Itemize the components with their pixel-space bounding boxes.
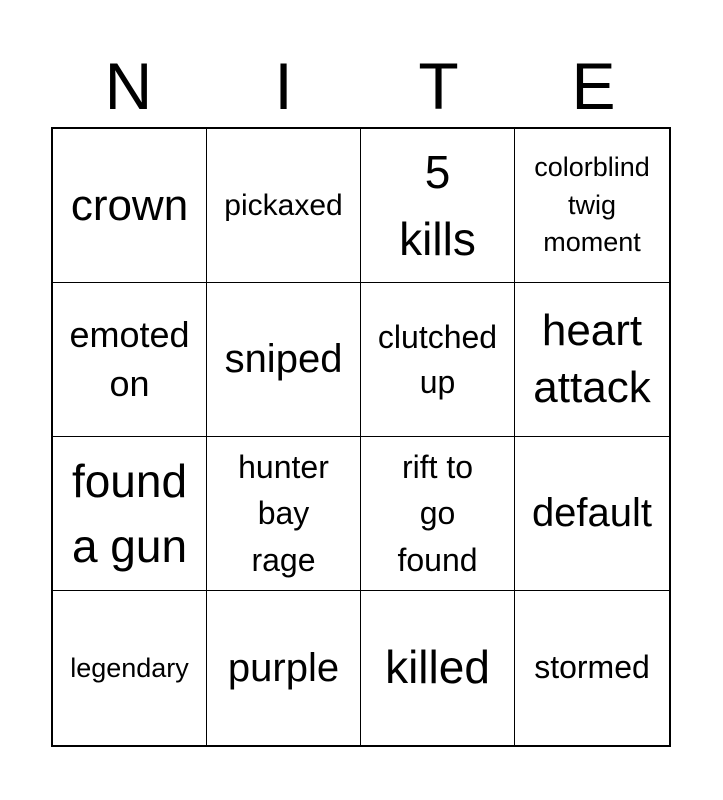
bingo-cell[interactable]: [53, 591, 207, 745]
bingo-cell[interactable]: [361, 283, 515, 437]
header-letter-n: N: [104, 49, 153, 123]
bingo-cell[interactable]: [361, 129, 515, 283]
bingo-cell[interactable]: [361, 591, 515, 745]
bingo-cell[interactable]: [207, 437, 361, 591]
bingo-cell[interactable]: [207, 283, 361, 437]
cell-text: stormed: [534, 649, 650, 686]
cell-text: killed: [385, 641, 490, 694]
cell-text: pickaxed: [224, 188, 343, 222]
bingo-cell[interactable]: [207, 129, 361, 283]
header-letter-t: T: [418, 49, 459, 123]
bingo-cell[interactable]: [515, 283, 669, 437]
bingo-cell[interactable]: [515, 437, 669, 591]
bingo-board: [51, 127, 671, 747]
cell-text: rift to go found: [397, 448, 478, 578]
cell-text: hunter bay rage: [238, 448, 329, 578]
cell-text: default: [531, 491, 653, 536]
bingo-cell[interactable]: [207, 591, 361, 745]
cell-text: sniped: [224, 337, 343, 382]
bingo-cell[interactable]: [53, 129, 207, 283]
bingo-cell[interactable]: [515, 591, 669, 745]
cell-text: clutched up: [377, 318, 498, 400]
cell-text: crown: [70, 180, 189, 230]
header-letter-e: E: [571, 49, 616, 123]
cell-text: heart attack: [533, 306, 651, 412]
bingo-cell[interactable]: [53, 437, 207, 591]
bingo-cell[interactable]: [361, 437, 515, 591]
bingo-header: [51, 46, 671, 126]
bingo-cell[interactable]: [53, 283, 207, 437]
cell-text: 5 kills: [399, 145, 476, 265]
header-letter-i: I: [274, 49, 293, 123]
cell-text: found a gun: [71, 455, 188, 572]
bingo-cell[interactable]: [515, 129, 669, 283]
cell-text: legendary: [70, 652, 189, 683]
cell-text: emoted on: [69, 313, 190, 404]
cell-text: purple: [227, 645, 340, 690]
cell-text: colorblind twig moment: [534, 151, 650, 258]
